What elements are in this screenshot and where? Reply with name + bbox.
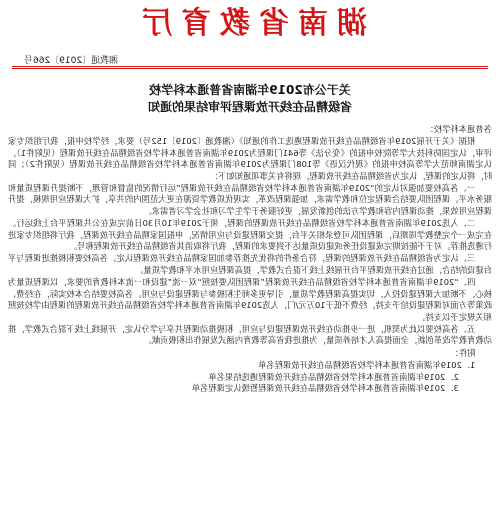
attachment-link-3[interactable]: 3．2019年湖南省普通本科学校省级精品在线开放课程暂缓认定课程名单 (191, 382, 459, 393)
document-body (8, 124, 492, 394)
document-title-line-1: 关于公布2019年湖南省普通本科学校 (149, 83, 351, 97)
header-divider (12, 66, 488, 67)
attachments-label: 附件： (450, 347, 476, 358)
paragraph-1: 一、各高校要加强对认定的“2019年湖南省普通本科学校省级精品在线开放课程”运行情况的监督和管理，不断提升课程质量和服务水平。课程团队要结合课程定位和教学需求，加强课程改革，实现优质教学资源在更大范围内的共享，扩大课程应用规模，提升课程应用效果，推动课程内容和教学方法的创新发展，更好服务于学生学习和社会学习者需求。 (8, 183, 492, 216)
paragraph-2: 二、入选2019年湖南省普通本科学校省级精品在线开放课程的课程，须于2019年10月30日前完成在公共课程平台上线运行。在完成一个完整教学周期后，课程团队可登录相关平台，提交课程建设与应用情况，申报国家精品在线开放课程，我厅将组织专家进行遴选推荐。对于不能按期完成建设任务或建设质量达不到要求的课程，我厅将取消其省级精品在线开放课程称号。 (8, 218, 492, 252)
paragraph-3: 三、认定为省级精品在线开放课程的课程，符合条件的将优先推荐参加国家精品在线开放课程认定。各高校要积极推进课程与平台建设的结合，通过在线开放课程平台开展线上线下混合式教学，提高课程应用水平和教学质量。 (8, 253, 492, 275)
paragraph-intro: 根据《关于开展2019年省级精品在线开放课程遴选工作的通知》（湘教通〔2019〕152号）要求，经学校申报，我厅组织专家评审，认定国防科技大学等院校申报的《变分法》等641门课程为2019年湖南省普通本科学校省级精品在线开放课程（见附件1），认定湖南师范大学等高校申报的《现代汉语》等108门课程为2019年湖南省普通本科学校省级精品在线开放课程（见附件2）；同时，将认定的课程，认定为省级精品在线开放课程，现将有关事项通知如下： (8, 136, 492, 181)
document-title-line-2: 省级精品在线开放课程评审结果的通知 (148, 100, 353, 114)
attachment-link-1[interactable]: 1．2019年湖南省普通本科学校省级精品在线开放课程名单 (258, 360, 476, 371)
salutation: 各普通本科学校： (425, 124, 492, 134)
document-number: 湘教通〔2019〕266号 (24, 56, 119, 66)
paragraph-5: 五、各高校要以此为契机，进一步推动在线开放课程建设与应用，积极推动课程共享与学分认定，开展线上线下混合式教学，推动教育教学改革创新，全面提高人才培养质量，为推进我省高等教育内涵式发展作出积极贡献。 (8, 323, 492, 346)
document-title (0, 82, 500, 116)
header-divider-thin (12, 68, 488, 69)
issuing-org-header: 湖南省教育厅 (133, 6, 367, 41)
paragraph-4: 四、“2019年湖南省普通本科学校省级精品在线开放课程”课程团队要按照“双一流”建设和一流本科教育的要求，以课程质量为核心，不断加大课程建设投入，切实提高课程教学质量，引导更多师生积极参与课程建设与应用。各高校要结合本校实际，在经费、政策等方面对课程建设给予支持，经费不低于10万元/门，人选2019年湖南省普通本科学校省级精品在线开放课程的课程由学校按照相关规定予以支持。 (8, 277, 492, 322)
attachment-link-2[interactable]: 2．2019年湖南省普通本科学校省级精品在线开放课程遴选结果名单 (208, 371, 459, 382)
